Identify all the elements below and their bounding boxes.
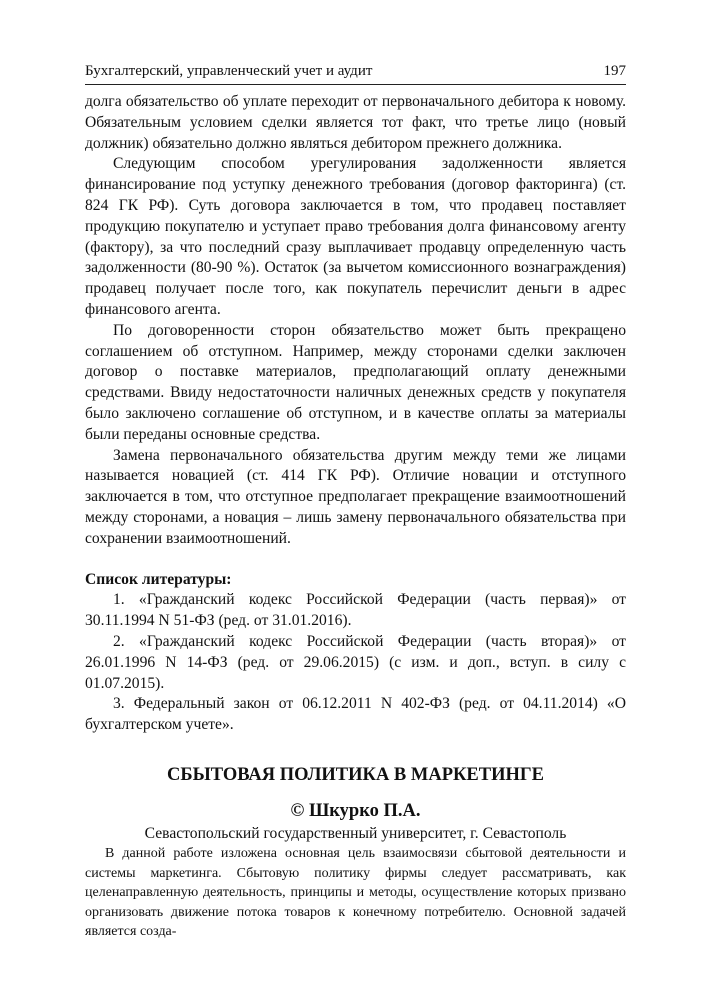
article-abstract: В данной работе изложена основная цель взаимосвязи сбытовой деятельности и системы маркетинга. Сбытовую политику фирмы следует рассматривать, как целенаправленную деятельность, принципы и методы, осуществление которых призвано организовать движение потока товаров к конечному потребителю. Основной задачей является созда- xyxy=(85,845,626,940)
paragraph-compensation: По договоренности сторон обязательство может быть прекращено соглашением об отступном. Например, между сторонами сделки заключен договор о поставке материалов, предполагающий оплату денежными средствами. Ввиду недостаточности наличных денежных средств у покупателя было заключено соглашение об отступном, и в качестве оплаты за материалы были переданы основные средства. xyxy=(85,321,626,443)
body-text xyxy=(85,92,626,942)
reference-item: 3. Федеральный закон от 06.12.2011 N 402-ФЗ (ред. от 04.11.2014) «О бухгалтерском учете». xyxy=(85,695,626,734)
page-number: 197 xyxy=(603,63,626,79)
reference-item: 1. «Гражданский кодекс Российской Федерации (часть первая)» от 30.11.1994 N 51-ФЗ (ред. от 31.01.2016). xyxy=(85,591,626,630)
article-affiliation: Севастопольский государственный университет, г. Севастополь xyxy=(144,824,567,842)
article-title: СБЫТОВАЯ ПОЛИТИКА В МАРКЕТИНГЕ xyxy=(167,764,544,785)
header-rule xyxy=(85,84,626,85)
paragraph-factoring: Следующим способом урегулирования задолженности является финансирование под уступку денежного требования (договор факторинга) (ст. 824 ГК РФ). Суть договора заключается в том, что продавец поставляет продукцию покупателю и уступает право требования долга финансовому агенту (фактору), за что последний сразу выплачивает продавцу определенную часть задолженности (80-90 %). Остаток (за вычетом комиссионного вознаграждения) продавец получает после того, как покупатель перечислит деньги в адрес финансового агента. xyxy=(85,155,626,318)
running-title: Бухгалтерский, управленческий учет и аудит xyxy=(85,63,373,79)
references-title: Список литературы: xyxy=(85,570,232,588)
references xyxy=(85,570,626,736)
reference-item: 2. «Гражданский кодекс Российской Федерации (часть вторая)» от 26.01.1996 N 14-ФЗ (ред. от 29.06.2015) (с изм. и доп., вступ. в силу с 01.07.2015). xyxy=(85,632,626,692)
paragraph-novation: Замена первоначального обязательства другим между теми же лицами называется новацией (ст. 414 ГК РФ). Отличие новации и отступного заключается в том, что отступное предполагает прекращение взаимоотношений между сторонами, а новация – лишь замену первоначального обязательства при сохранении взаимоотношений. xyxy=(85,446,626,547)
article-author: © Шкурко П.А. xyxy=(290,800,421,821)
paragraph-continuation: долга обязательство об уплате переходит от первоначального дебитора к новому. Обязательным условием сделки является тот факт, что третье лицо (новый должник) обязательно должно являться дебитором прежнего должника. xyxy=(85,93,626,152)
